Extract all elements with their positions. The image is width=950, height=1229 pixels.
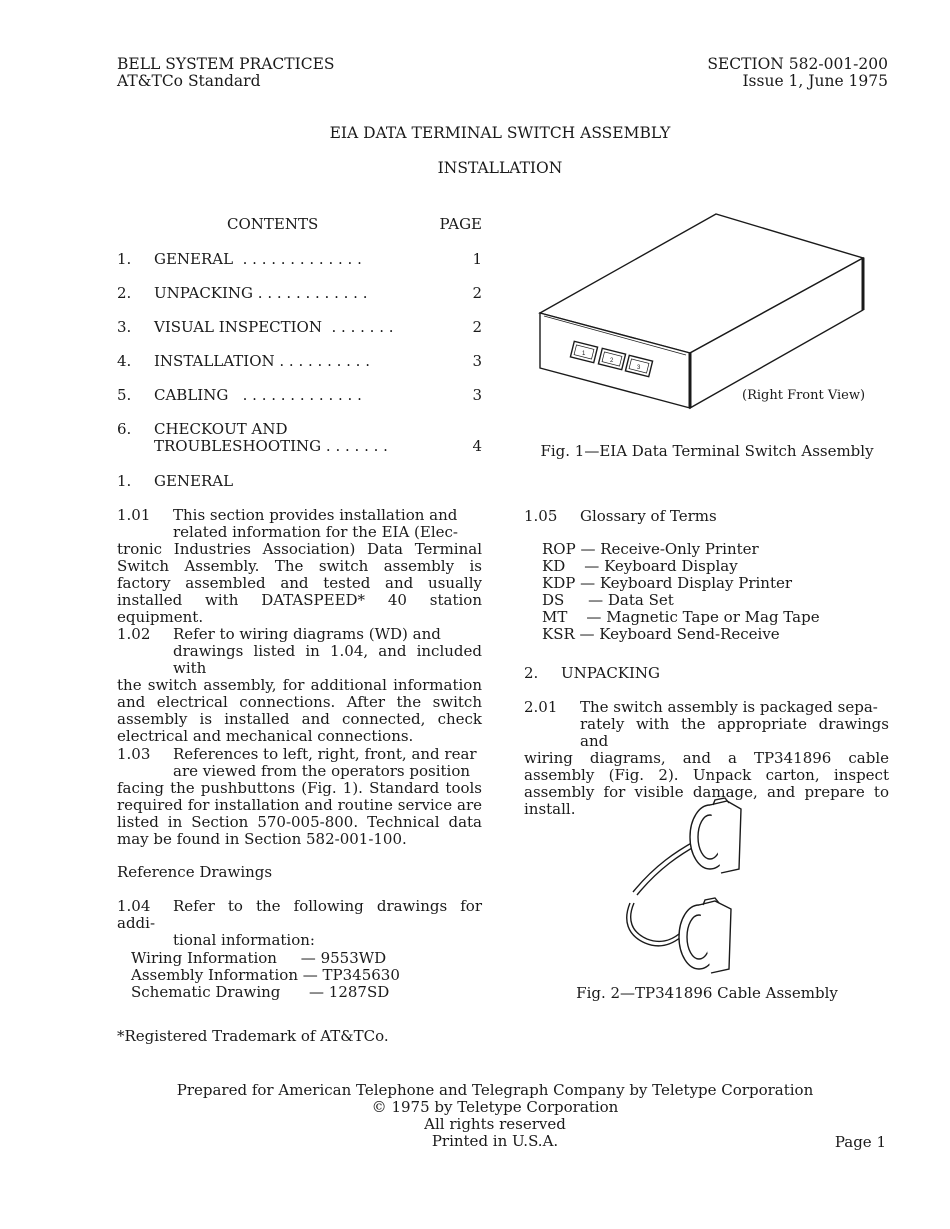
paragraph-number: 1.01 [117, 506, 151, 524]
contents-heading: CONTENTS [227, 215, 319, 233]
document-subtitle: INSTALLATION [437, 159, 563, 177]
prepared-by: Prepared for American Telephone and Telegraph Company by Teletype Corporation [176, 1081, 814, 1099]
header-left [117, 56, 335, 90]
paragraph-1-04: 1.04 Refer to the following drawings for addi- tional information: [117, 897, 482, 949]
figure-2-caption: Fig. 2—TP341896 Cable Assembly [576, 984, 838, 1002]
paragraph-number: 1.05 [524, 507, 558, 525]
copyright: © 1975 by Teletype Corporation [371, 1098, 619, 1116]
button-3-label: 3 [637, 365, 641, 371]
reference-list [131, 950, 400, 1001]
page-heading: PAGE [439, 215, 482, 233]
reference-item: Wiring Information — 9553WD [131, 949, 387, 967]
section-1-heading: 1. GENERAL [117, 472, 234, 490]
header-right [707, 56, 888, 90]
glossary-heading: 1.05 Glossary of Terms [524, 507, 717, 525]
document-title: EIA DATA TERMINAL SWITCH ASSEMBLY [329, 124, 671, 142]
button-2-label: 2 [610, 358, 614, 364]
figure-1-view-label: (Right Front View) [742, 388, 866, 403]
paragraph-2-01: 2.01 The switch assembly is packaged sepa- rately with the appropriate drawings and wiring diagrams, and a TP341896 cable assembly (Fig. 2). Unpack carton, inspect assembly for visible damage, and prepare to install. [524, 698, 889, 818]
paragraph-1-03: 1.03 References to left, right, front, and rear are viewed from the operators position facing the pushbuttons (Fig. 1). Standard tools required for installation and routine service are listed in Section 570-005-800. Technical data may be found in Section 582-001-100. [117, 745, 482, 848]
page-number: Page 1 [834, 1133, 886, 1151]
glossary-item: KSR — Keyboard Send-Receive [542, 625, 780, 643]
rights-reserved: All rights reserved [424, 1115, 566, 1133]
glossary-item: DS — Data Set [542, 591, 674, 609]
publication-standard: AT&TCo Standard [117, 72, 261, 90]
glossary-item: MT — Magnetic Tape or Mag Tape [542, 608, 820, 626]
paragraph-number: 1.02 [117, 625, 151, 643]
printed-in: Printed in U.S.A. [431, 1132, 559, 1150]
footnote: *Registered Trademark of AT&TCo. [117, 1027, 389, 1045]
button-1-label: 1 [582, 351, 586, 357]
paragraph-1-01: 1.01 This section provides installation and related information for the EIA (Elec- tronic Industries Association) Data Terminal Switch Assembly. The switch assembly is factory assembled and tested and usually installed with DATASPEED* 40 station equipment. [117, 506, 482, 626]
publication-name: BELL SYSTEM PRACTICES [117, 55, 335, 73]
reference-item: Assembly Information — TP345630 [131, 966, 400, 984]
contents-list: 1. GENERAL . . . . . . . . . . . . . 1 2. UNPACKING . . . . . . . . . . . . 2 3. VISUAL INSPECTION . . . . . . . 2 4. INSTALLATION . . . . . . . . . . 3 5. CABLING . . . . . . . . . . . . . 3 6. CHECKOUT AND TROUBLESHOOTING . . . . . . . 4 [117, 250, 482, 455]
figure-2-cable-assembly [615, 795, 755, 975]
figure-1-switch-assembly [530, 210, 875, 415]
section-2-heading: 2. UNPACKING [524, 664, 661, 682]
glossary-list [542, 541, 820, 643]
reference-drawings-heading: Reference Drawings [117, 863, 273, 881]
paragraph-1-02: 1.02 Refer to wiring diagrams (WD) and drawings listed in 1.04, and included with the switch assembly, for additional information and electrical connections. After the switch assembly is installed and connected, check electrical and mechanical connections. [117, 625, 482, 745]
glossary-item: KD — Keyboard Display [542, 557, 738, 575]
paragraph-number: 1.04 [117, 897, 151, 915]
footer [0, 1082, 950, 1150]
glossary-item: ROP — Receive-Only Printer [542, 540, 759, 558]
paragraph-number: 1.03 [117, 745, 151, 763]
paragraph-number: 2.01 [524, 698, 558, 716]
glossary-item: KDP — Keyboard Display Printer [542, 574, 793, 592]
issue-date: Issue 1, June 1975 [742, 72, 888, 90]
reference-item: Schematic Drawing — 1287SD [131, 983, 390, 1001]
figure-1-caption: Fig. 1—EIA Data Terminal Switch Assembly [540, 442, 874, 460]
section-number: SECTION 582-001-200 [707, 55, 888, 73]
